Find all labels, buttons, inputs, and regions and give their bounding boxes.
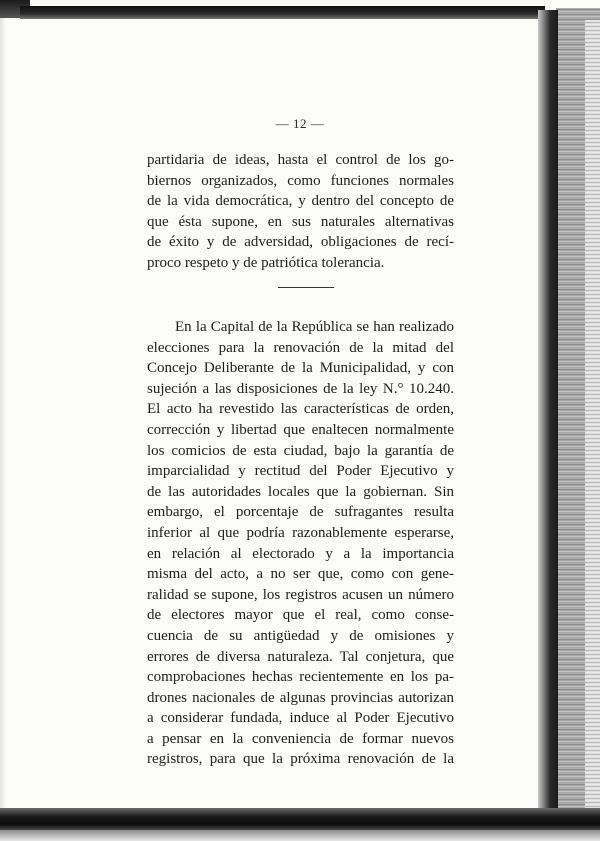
text-line: proco respeto y de patriótica tolerancia. <box>147 254 385 271</box>
text-line: El acto ha revestido las características de orden, <box>147 401 454 418</box>
text-line-indented: En la Capital de la República se han realizado <box>175 319 454 335</box>
text-line: cuencia de su antigüedad y de omisiones y <box>147 627 454 644</box>
text-line: errores de diversa naturaleza. Tal conjetura, que <box>147 648 454 665</box>
text-line: elecciones para la renovación de la mitad del <box>147 339 454 356</box>
page-left-margin-shadow <box>0 18 6 813</box>
text-line: comprobaciones hechas recientemente en los pa- <box>147 669 454 686</box>
text-line: inferior al que podría razonablemente esperarse, <box>147 524 454 541</box>
text-line: ralidad se supone, los registros acusen un número <box>147 586 454 603</box>
text-line: a pensar en la conveniencia de formar nuevos <box>147 730 454 747</box>
text-line: de la vida democrática, y dentro del concepto de <box>147 193 454 210</box>
text-line: Concejo Deliberante de la Municipalidad, y con <box>147 360 454 377</box>
text-line: los comicios de esta ciudad, bajo la garantía de <box>147 442 454 459</box>
paragraph-elections <box>147 317 454 770</box>
text-line: imparcialidad y rectitud del Poder Ejecutivo y <box>147 463 454 480</box>
text-line: biernos organizados, como funciones normales <box>147 172 454 189</box>
text-line: sujeción a las disposiciones de la ley N.° 10.240. <box>147 380 454 397</box>
text-line: registros, para que la próxima renovación de la <box>147 751 454 768</box>
text-line: de las autoridades locales que la gobiernan. Sin <box>147 483 454 500</box>
text-line: de éxito y de adversidad, obligaciones de recí- <box>147 234 454 251</box>
text-line: partidaria de ideas, hasta el control de los go- <box>147 152 454 168</box>
text-line: misma del acto, a no ser que, como con gene- <box>147 566 454 583</box>
page-number: — 12 — <box>275 116 325 131</box>
text-line: embargo, el porcentaje de sufragantes resulta <box>147 504 454 521</box>
text-line: que ésta supone, en sus naturales alternativas <box>147 213 454 230</box>
paragraph-continued <box>147 150 454 274</box>
text-line: de electores mayor que el real, como conse- <box>147 607 454 624</box>
text-line: drones nacionales de algunas provincias autorizan <box>147 689 454 706</box>
book-page-edges-outer <box>585 20 600 810</box>
section-separator-rule <box>278 287 334 288</box>
text-line: corrección y libertad que enaltecen normalmente <box>147 421 454 438</box>
text-line: a considerar fundada, induce al Poder Ejecutivo <box>147 710 454 727</box>
scan-top-border <box>20 6 545 19</box>
scan-bottom-edge <box>0 830 600 841</box>
text-line: en relación al electorado y a la importancia <box>147 545 454 562</box>
scan-bottom-border <box>0 808 600 830</box>
